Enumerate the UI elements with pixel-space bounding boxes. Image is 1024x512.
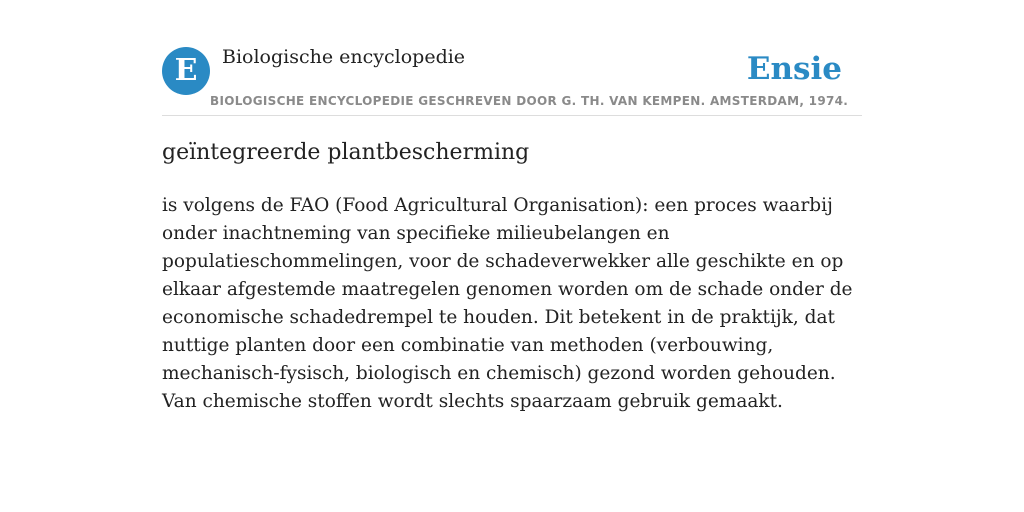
encyclopedie-logo-icon[interactable] — [162, 47, 210, 95]
article-body: is volgens de FAO (Food Agricultural Organisation): een proces waarbij onder inachtneming van specifieke milieubelangen en populatieschommelingen, voor de schadeverwekker alle geschikte en op elkaar afgestemde maatregelen genomen worden om de schade onder de economische schadedrempel te houden. Dit betekent in de praktijk, dat nuttige planten door een combinatie van methoden (verbouwing, mechanisch-fysisch, biologisch en chemisch) gezond worden gehouden. Van chemische stoffen wordt slechts spaarzaam gebruik gemaakt. — [162, 195, 853, 412]
logo-letter: E — [174, 53, 198, 88]
book-subtitle: BIOLOGISCHE ENCYCLOPEDIE GESCHREVEN DOOR G. TH. VAN KEMPEN. AMSTERDAM, 1974. — [210, 94, 849, 108]
ensie-brand-logo[interactable]: Ensie — [746, 51, 842, 87]
book-title[interactable]: Biologische encyclopedie — [222, 46, 466, 68]
article-headword: geïntegreerde plantbescherming — [162, 140, 530, 165]
header-divider — [162, 115, 862, 116]
